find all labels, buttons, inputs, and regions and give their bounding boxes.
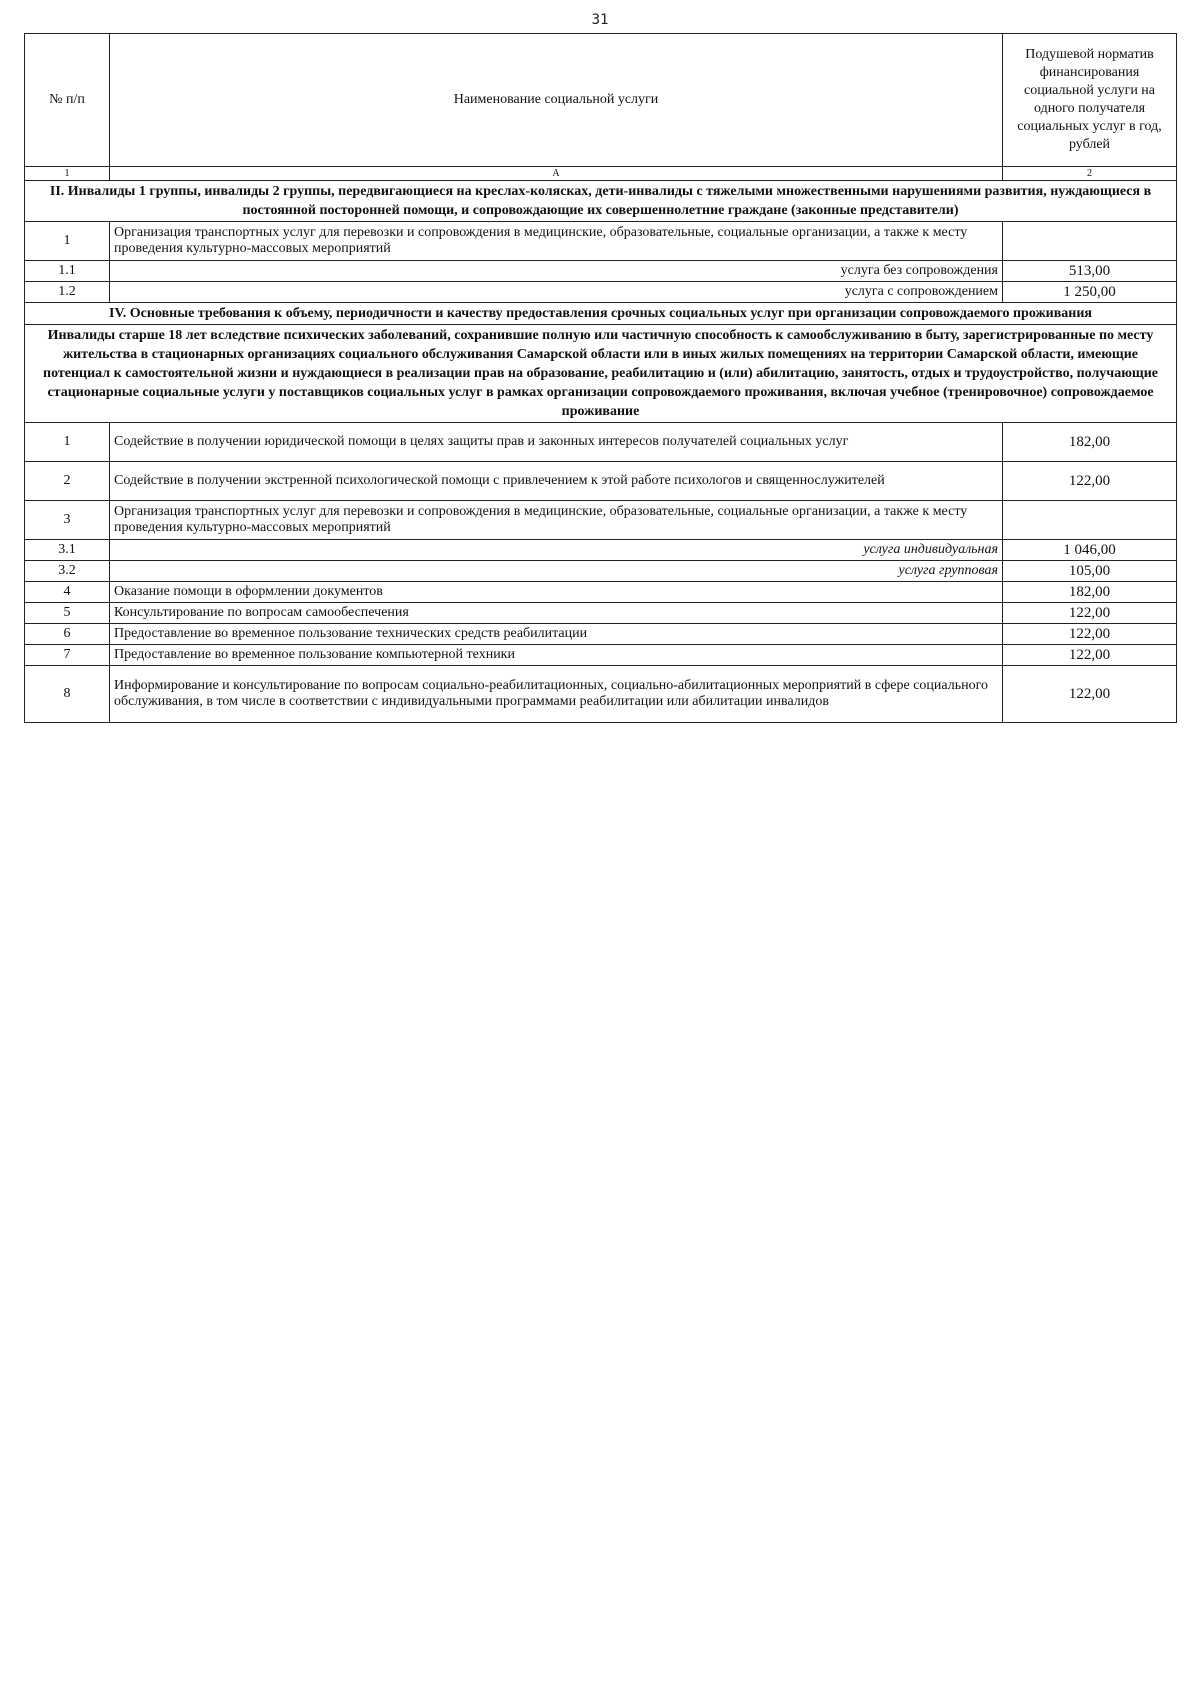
row-number: 6 xyxy=(25,624,110,645)
header-norm-line: финансирования xyxy=(1039,65,1140,80)
row-number: 1 xyxy=(25,423,110,462)
row-number: 3.2 xyxy=(25,561,110,582)
table-row xyxy=(25,462,1177,501)
section-ii-title: II. Инвалиды 1 группы, инвалиды 2 группы, передвигающиеся на креслах-колясках, дети-инвалиды с тяжелыми множественными нарушениями развития, нуждающиеся в постоянной посторонней помощи, и сопровождающие их совершеннолетние граждане (законные представители) xyxy=(25,181,1177,222)
page-number: 31 xyxy=(591,12,609,28)
table-header-row xyxy=(25,34,1177,167)
row-value: 1 046,00 xyxy=(1003,540,1177,561)
row-value: 122,00 xyxy=(1003,624,1177,645)
column-index: 2 xyxy=(1003,167,1177,181)
header-norm xyxy=(1003,34,1177,167)
row-service-name: услуга групповая xyxy=(110,561,1003,582)
row-value: 182,00 xyxy=(1003,423,1177,462)
header-norm-line: Подушевой норматив xyxy=(1025,47,1154,62)
table-row xyxy=(25,282,1177,303)
row-value xyxy=(1003,222,1177,261)
row-value xyxy=(1003,501,1177,540)
row-number: 4 xyxy=(25,582,110,603)
table-row xyxy=(25,603,1177,624)
table-row xyxy=(25,501,1177,540)
section-iv-title: IV. Основные требования к объему, периодичности и качеству предоставления срочных социальных услуг при организации сопровождаемого проживания xyxy=(25,303,1177,325)
row-service-name: Консультирование по вопросам самообеспечения xyxy=(110,603,1003,624)
row-service-name: услуга индивидуальная xyxy=(110,540,1003,561)
row-service-name: Организация транспортных услуг для перевозки и сопровождения в медицинские, образовательные, социальные организации, а также к месту проведения культурно-массовых мероприятий xyxy=(110,501,1003,540)
row-number: 1.1 xyxy=(25,261,110,282)
row-service-name: Информирование и консультирование по вопросам социально-реабилитационных, социально-абилитационных мероприятий в сфере социального обслуживания, в том числе в соответствии с индивидуальными программами реабилитации или абилитации инвалидов xyxy=(110,666,1003,723)
row-number: 7 xyxy=(25,645,110,666)
row-value: 122,00 xyxy=(1003,666,1177,723)
column-index: А xyxy=(110,167,1003,181)
row-service-name: Предоставление во временное пользование технических средств реабилитации xyxy=(110,624,1003,645)
table-row xyxy=(25,645,1177,666)
row-number: 1.2 xyxy=(25,282,110,303)
table-row xyxy=(25,561,1177,582)
section-iv-category-row xyxy=(25,325,1177,423)
row-value: 1 250,00 xyxy=(1003,282,1177,303)
table-row xyxy=(25,624,1177,645)
section-ii-title-row xyxy=(25,181,1177,222)
column-index-row xyxy=(25,167,1177,181)
table-row xyxy=(25,423,1177,462)
row-number: 8 xyxy=(25,666,110,723)
section-iv-title-row xyxy=(25,303,1177,325)
table-row xyxy=(25,666,1177,723)
header-norm-line: социальной услуги на xyxy=(1023,83,1156,98)
table-row xyxy=(25,222,1177,261)
row-value: 105,00 xyxy=(1003,561,1177,582)
row-number: 2 xyxy=(25,462,110,501)
row-service-name: Содействие в получении юридической помощи в целях защиты прав и законных интересов получателей социальных услуг xyxy=(110,423,1003,462)
header-norm-line: одного получателя xyxy=(1033,101,1146,116)
header-norm-line: рублей xyxy=(1068,137,1111,152)
header-service-name: Наименование социальной услуги xyxy=(110,34,1003,167)
table-row xyxy=(25,582,1177,603)
row-service-name: Организация транспортных услуг для перевозки и сопровождения в медицинские, образовательные, социальные организации, а также к месту проведения культурно-массовых мероприятий xyxy=(110,222,1003,261)
row-number: 1 xyxy=(25,222,110,261)
row-number: 5 xyxy=(25,603,110,624)
row-service-name: Оказание помощи в оформлении документов xyxy=(110,582,1003,603)
row-value: 122,00 xyxy=(1003,645,1177,666)
table-row xyxy=(25,261,1177,282)
row-service-name: услуга без сопровождения xyxy=(110,261,1003,282)
row-value: 122,00 xyxy=(1003,603,1177,624)
table-row xyxy=(25,540,1177,561)
header-norm-line: социальных услуг в год, xyxy=(1017,119,1162,134)
row-service-name: услуга с сопровождением xyxy=(110,282,1003,303)
row-value: 122,00 xyxy=(1003,462,1177,501)
row-number: 3 xyxy=(25,501,110,540)
row-service-name: Содействие в получении экстренной психологической помощи с привлечением к этой работе психологов и священнослужителей xyxy=(110,462,1003,501)
row-value: 513,00 xyxy=(1003,261,1177,282)
column-index: 1 xyxy=(25,167,110,181)
row-number: 3.1 xyxy=(25,540,110,561)
services-table xyxy=(24,33,1177,723)
row-service-name: Предоставление во временное пользование компьютерной техники xyxy=(110,645,1003,666)
section-iv-category: Инвалиды старше 18 лет вследствие психических заболеваний, сохранившие полную или частичную способность к самообслуживанию в быту, зарегистрированные по месту жительства в стационарных организациях социального обслуживания Самарской области или в иных жилых помещениях на территории Самарской области, имеющие потенциал к самостоятельной жизни и нуждающиеся в реализации прав на образование, реабилитацию и (или) абилитацию, занятость, отдых и трудоустройство, получающие стационарные социальные услуги у поставщиков социальных услуг в рамках организации сопровождаемого проживания, включая учебное (тренировочное) сопровождаемое проживание xyxy=(25,325,1177,423)
header-number: № п/п xyxy=(25,34,110,167)
row-value: 182,00 xyxy=(1003,582,1177,603)
